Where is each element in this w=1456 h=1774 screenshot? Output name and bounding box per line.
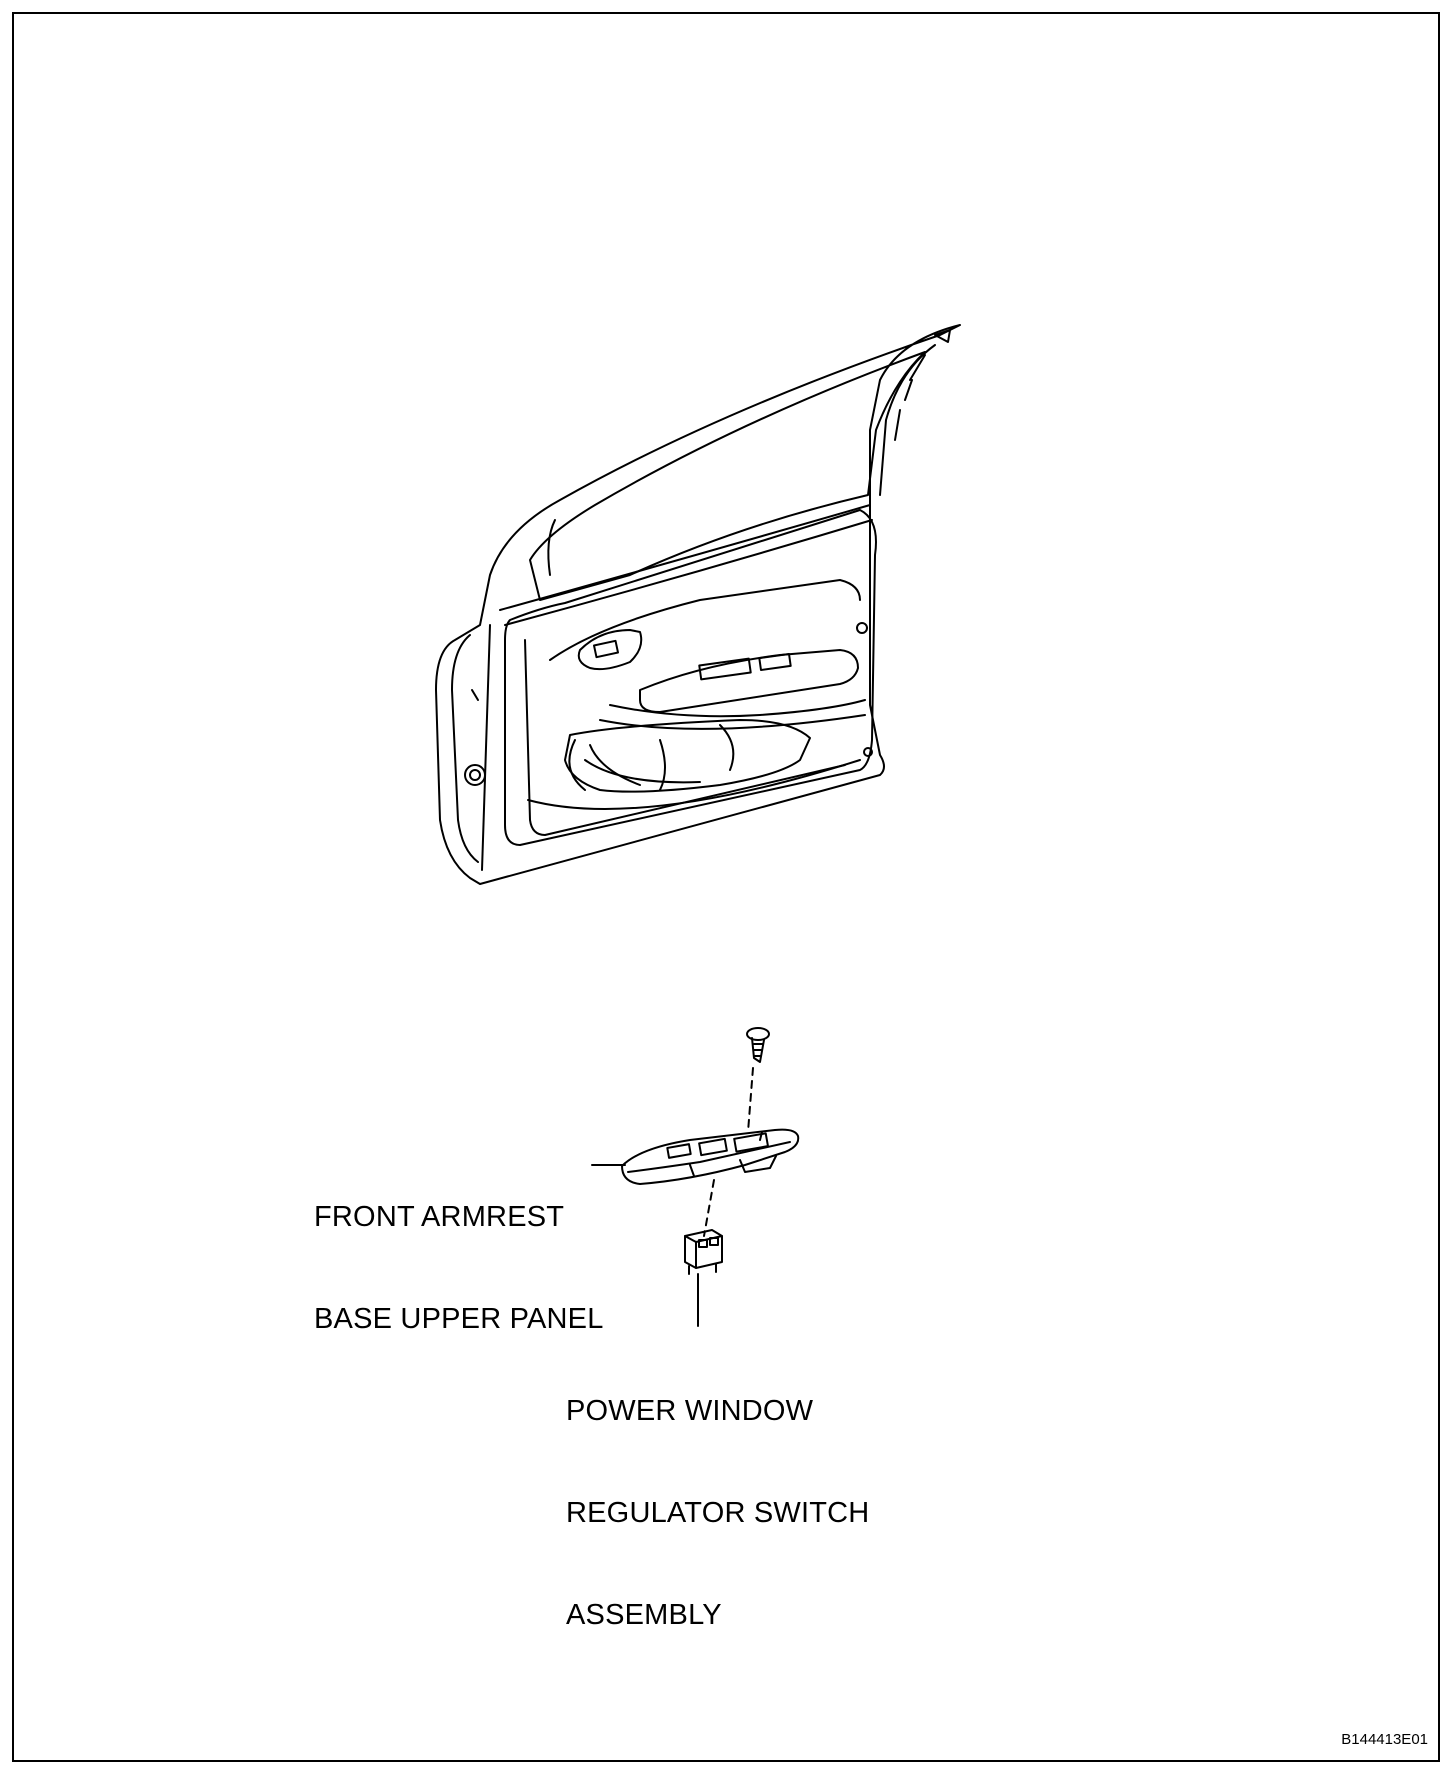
label-switch-line-3: ASSEMBLY [566, 1599, 722, 1631]
label-power-window-regulator-switch-assembly [566, 1326, 869, 1666]
door-inner-handle [579, 630, 642, 669]
armrest-panel-illustration [622, 1130, 798, 1184]
alignment-line-lower [704, 1180, 714, 1236]
door-trim-panel [505, 510, 876, 845]
screw-icon [747, 1028, 769, 1062]
label-switch-line-2: REGULATOR SWITCH [566, 1497, 870, 1529]
alignment-line-upper [748, 1068, 753, 1132]
label-armrest-line-1: FRONT ARMREST [314, 1201, 565, 1233]
label-switch-line-1: POWER WINDOW [566, 1395, 814, 1427]
front-door-illustration [436, 325, 960, 884]
figure-id: B144413E01 [1341, 1731, 1428, 1748]
label-armrest-line-2: BASE UPPER PANEL [314, 1303, 604, 1335]
label-front-armrest-base-upper-panel [314, 1132, 604, 1370]
